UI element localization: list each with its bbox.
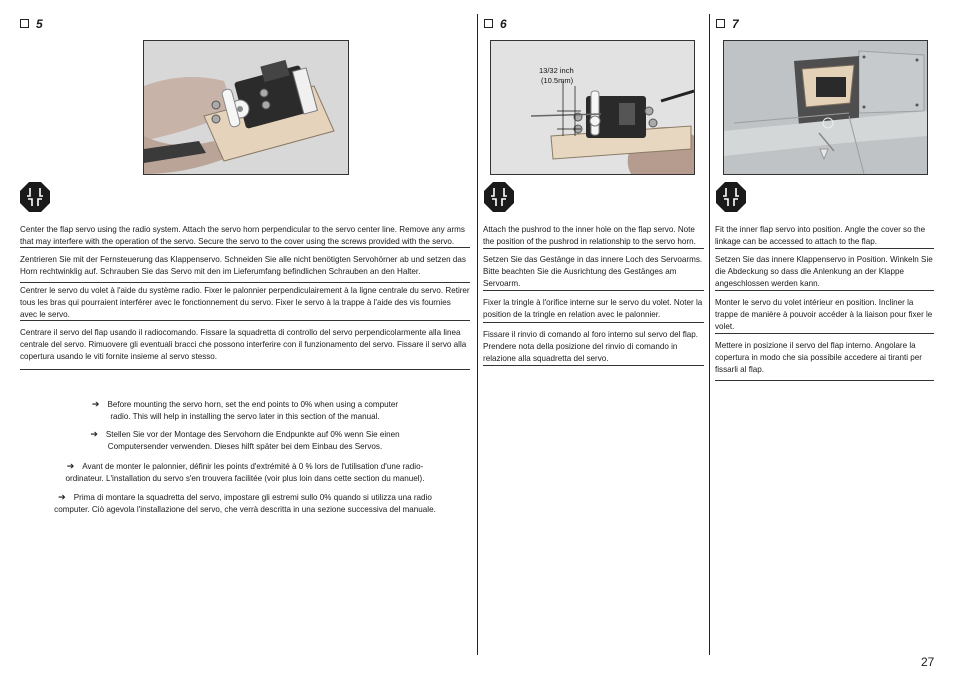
- airplane-ground-icon: [716, 182, 746, 212]
- checkbox-icon[interactable]: [20, 19, 29, 28]
- step-5-text-it: Centrare il servo del flap usando il radiocomando. Fissare la squadretta di controllo del servo perpendicolarmente alla linea centrale del servo. Rimuovere gli eventuali bracci che possono interferire con il funzionamento del servo. Fissare il servo alla copertura usando le viti fornite insieme al servo stesso.: [20, 325, 470, 370]
- arrow-right-icon: ➔: [66, 461, 75, 471]
- arrow-right-icon: ➔: [91, 399, 100, 409]
- step-7-text-it: Mettere in posizione il servo del flap interno. Angolare la copertura in modo che sia possibile accedere ai tiranti per fissarli al flap.: [715, 338, 934, 381]
- checkbox-icon[interactable]: [484, 19, 493, 28]
- step-6-photo: [490, 40, 695, 175]
- step-5-text-fr: Centrer le servo du volet à l'aide du système radio. Fixer le palonnier perpendiculairement à la ligne centrale du servo. Retirer tous les bras qui pourraient interférer avec le fonctionnement du servo. Fixer le servo à la trappe à l'aide des vis fournies avec le servo.: [20, 283, 470, 321]
- step-7-heading: [716, 17, 739, 31]
- arrow-right-icon: ➔: [58, 492, 66, 502]
- step-number: 7: [732, 17, 739, 31]
- dimension-callout-line-2: (10.5mm): [541, 76, 574, 85]
- step-5-text-en: Center the flap servo using the radio system. Attach the servo horn perpendicular to the servo center line. Remove any arms that may interfere with the operation of the servo. Secure the servo to the cover using the screws provided with the servo.: [20, 222, 470, 248]
- step-6-heading: [484, 17, 507, 31]
- airplane-ground-icon: [20, 182, 50, 212]
- step-5-photo: [143, 40, 349, 175]
- step-7-text-en: Fit the inner flap servo into position. Angle the cover so the linkage can be accessed to attach to the flap.: [715, 222, 934, 249]
- step-number: 5: [36, 17, 43, 31]
- step-6-text-de: Setzen Sie das Gestänge in das innere Loch des Servoarms. Bitte beachten Sie die Ausrichtung des Gestänges am Servoarm.: [483, 252, 704, 291]
- step-6-text-it: Fissare il rinvio di comando al foro interno sul servo del flap. Prendere nota della posizione del rinvio di comando in relazione alla squadretta del servo.: [483, 327, 704, 366]
- airplane-ground-icon: [484, 182, 514, 212]
- step-5-note-de: ➔ Stellen Sie vor der Montage des Servohorn die Endpunkte auf 0% wenn Sie einen Computersender verwenden. Dieses hilft später bei dem Einbau des Servos.: [90, 429, 400, 451]
- page-number: 27: [921, 655, 935, 669]
- step-5-text-de: Zentrieren Sie mit der Fernsteuerung das Klappenservo. Schneiden Sie alle nicht benötigten Servohörner ab und setzen das Horn rechtwinklig auf. Schrauben Sie das Servo mit den im Lieferumfang befindlichen Schrauben an den Halter.: [20, 252, 470, 283]
- step-6-text-en: Attach the pushrod to the inner hole on the flap servo. Note the position of the pushrod in relationship to the servo horn.: [483, 222, 704, 249]
- step-5-heading: [20, 17, 43, 31]
- step-7-text-fr: Monter le servo du volet intérieur en position. Incliner la trappe de manière à pouvoir accéder à la liaison pour fixer le volet.: [715, 295, 934, 334]
- step-number: 6: [500, 17, 507, 31]
- step-5-note-it: ➔ Prima di montare la squadretta del servo, impostare gli estremi sullo 0% quando si utilizza una radio computer. Ciò agevola l'installazione del servo, che verrà descritta in una sezione successiva del manuale.: [54, 492, 436, 514]
- column-divider: [709, 14, 710, 655]
- step-5-note-en: ➔ Before mounting the servo horn, set the end points to 0% when using a computer radio. This will help in installing the servo later in this section of the manual.: [91, 399, 399, 421]
- step-5-note-fr: ➔ Avant de monter le palonnier, définir les points d'extrémité à 0 % lors de l'utilisation d'une radio- ordinateur. L'installation du servo s'en trouvera facilitée (voir plus loin dans cette section du manuel).: [65, 461, 425, 483]
- step-6-text-fr: Fixer la tringle à l'orifice interne sur le servo du volet. Noter la position de la tringle en relation avec le palonnier.: [483, 295, 704, 323]
- column-divider: [477, 14, 478, 655]
- step-7-text-de: Setzen Sie das innere Klappenservo in Position. Winkeln Sie die Abdeckung so dass die Anlenkung an der Klappe angeschlossen werden kann.: [715, 252, 934, 291]
- dimension-callout-line-1: 13/32 inch: [539, 66, 574, 75]
- step-7-photo: [723, 40, 928, 175]
- arrow-right-icon: ➔: [90, 429, 98, 439]
- checkbox-icon[interactable]: [716, 19, 725, 28]
